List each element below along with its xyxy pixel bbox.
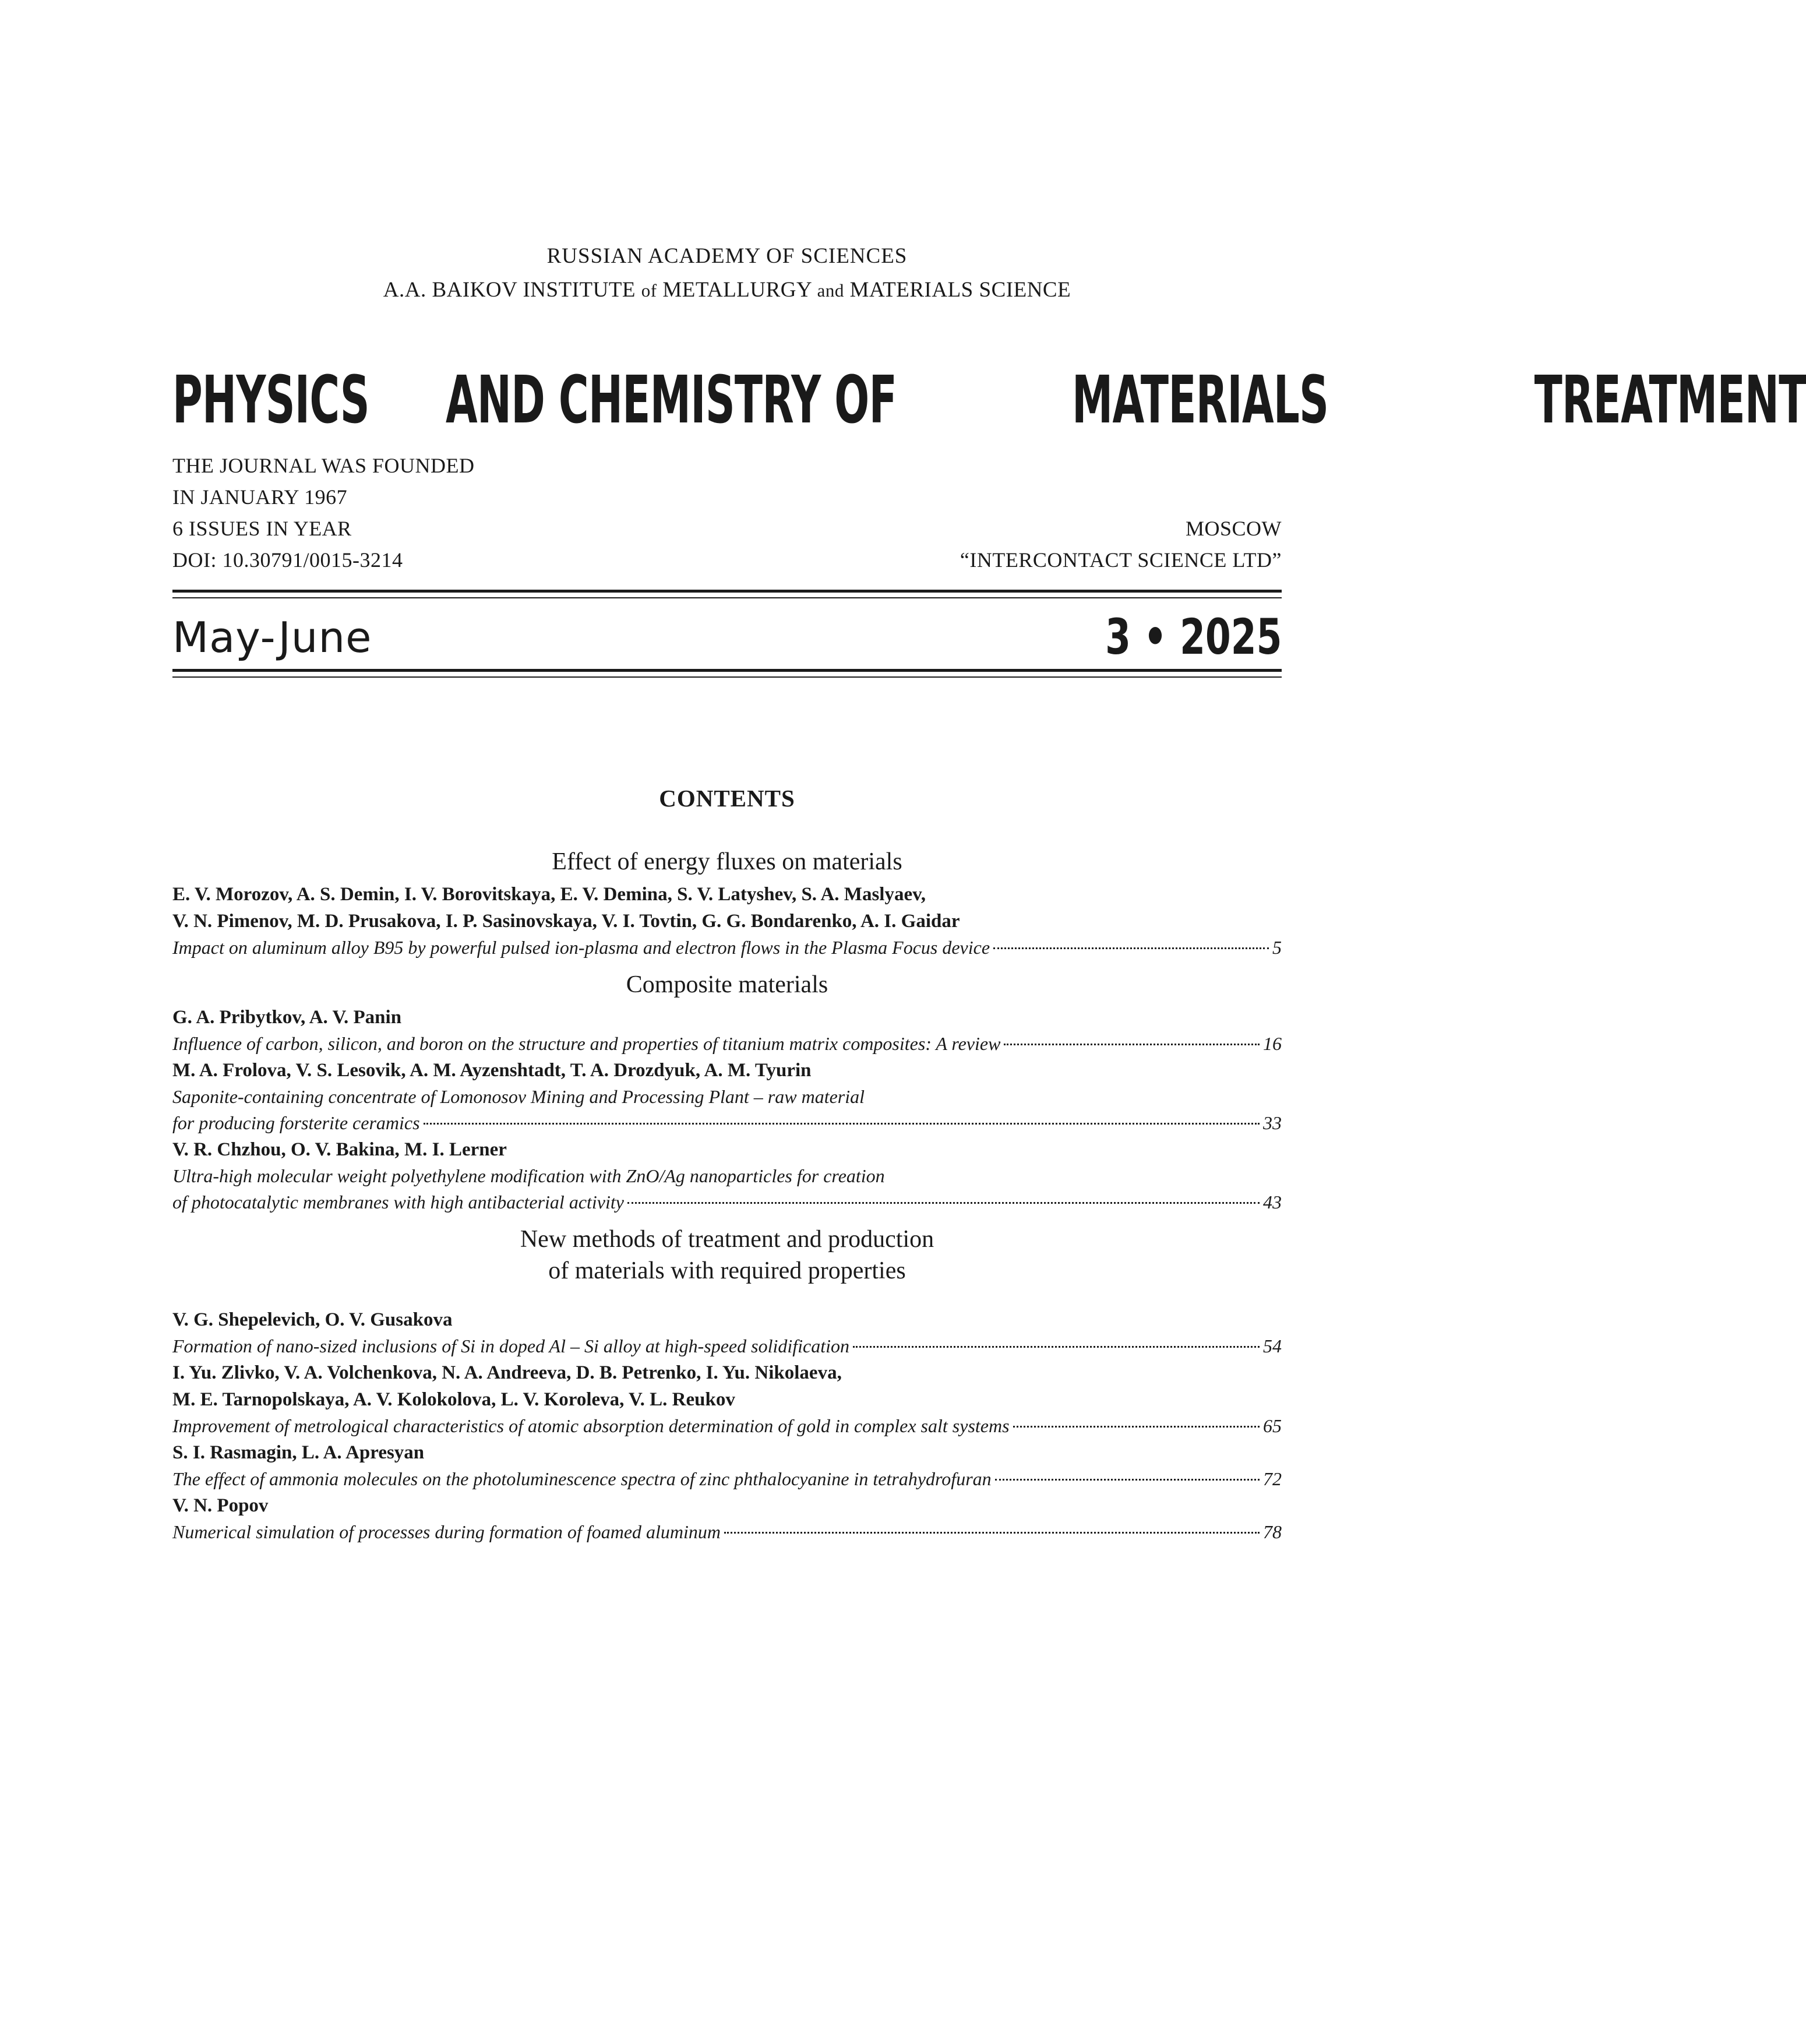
article-authors: M. E. Tarnopolskaya, A. V. Kolokolova, L. V. Koroleva, V. L. Reukov — [172, 1389, 735, 1410]
publisher-name: “INTERCONTACT SCIENCE LTD” — [960, 548, 1282, 572]
article-authors: G. A. Pribytkov, A. V. Panin — [172, 1007, 402, 1028]
institute-of: of — [641, 280, 657, 301]
article-title-with-page — [172, 1466, 1282, 1492]
toc-entry[interactable] — [172, 1057, 1282, 1136]
article-title-with-page — [172, 1031, 1282, 1057]
institute-and: and — [817, 280, 844, 301]
journal-title-word-4: TREATMENT — [1534, 362, 1806, 439]
article-title: for producing forsterite ceramics — [172, 1112, 420, 1133]
toc-entry[interactable] — [172, 1306, 1282, 1359]
journal-title — [172, 360, 1806, 440]
article-title-line: Saponite-containing concentrate of Lomonosov Mining and Processing Plant – raw material — [172, 1086, 865, 1107]
journal-title-word-3: MATERIALS — [1072, 362, 1329, 439]
article-page-number: 33 — [1263, 1112, 1282, 1133]
institute-part-3: MATERIALS SCIENCE — [849, 278, 1071, 302]
article-title: of photocatalytic membranes with high antibacterial activity — [172, 1192, 624, 1213]
table-of-contents — [172, 846, 1282, 1545]
top-rule-thin — [172, 597, 1282, 598]
article-title: Influence of carbon, silicon, and boron on the structure and properties of titanium matrix composites: A review — [172, 1033, 1001, 1054]
academy-name: RUSSIAN ACADEMY OF SCIENCES — [546, 244, 908, 268]
article-title-with-page — [172, 1519, 1282, 1545]
dot-leader — [993, 947, 1269, 949]
toc-entry[interactable] — [172, 1439, 1282, 1492]
article-page-number: 72 — [1263, 1468, 1282, 1489]
article-title: Formation of nano-sized inclusions of Si in doped Al – Si alloy at high-speed solidification — [172, 1335, 850, 1356]
article-authors: V. G. Shepelevich, O. V. Gusakova — [172, 1309, 453, 1330]
dot-leader — [627, 1202, 1260, 1204]
article-authors: V. R. Chzhou, O. V. Bakina, M. I. Lerner — [172, 1139, 507, 1160]
article-authors: M. A. Frolova, V. S. Lesovik, A. M. Ayzenshtadt, T. A. Drozdyuk, A. M. Tyurin — [172, 1060, 812, 1081]
toc-entry[interactable] — [172, 1492, 1282, 1545]
institute-name — [172, 277, 1282, 302]
journal-title-word-1: PHYSICS — [172, 362, 369, 439]
dot-leader — [995, 1479, 1260, 1481]
article-page-number: 16 — [1263, 1033, 1282, 1054]
article-title-with-page — [172, 1413, 1282, 1439]
article-title: Impact on aluminum alloy B95 by powerful pulsed ion-plasma and electron flows in the Plasma Focus device — [172, 937, 990, 958]
bottom-rule-thick — [172, 669, 1282, 672]
journal-title-word-2: AND CHEMISTRY OF — [446, 362, 897, 439]
article-page-number: 5 — [1272, 937, 1282, 958]
publisher-info — [960, 513, 1282, 576]
top-rule-thick — [172, 590, 1282, 593]
institute-part-1: A.A. BAIKOV INSTITUTE — [383, 278, 636, 302]
article-page-number: 54 — [1263, 1335, 1282, 1356]
article-title-with-page — [172, 1189, 1282, 1215]
article-page-number: 78 — [1263, 1521, 1282, 1542]
section-title: New methods of treatment and production — [520, 1226, 934, 1253]
dot-leader — [1004, 1044, 1260, 1045]
founded-line: THE JOURNAL WAS FOUNDED — [172, 454, 475, 477]
issue-months: May-June — [172, 613, 372, 662]
article-title-with-page — [172, 1333, 1282, 1359]
section-gap — [172, 961, 1282, 969]
article-authors: S. I. Rasmagin, L. A. Apresyan — [172, 1442, 425, 1463]
article-title-with-page — [172, 935, 1282, 961]
section-title-gap — [172, 1287, 1282, 1306]
founded-year: IN JANUARY 1967 — [172, 485, 348, 509]
dot-leader — [1013, 1426, 1260, 1428]
article-title: Numerical simulation of processes during formation of foamed aluminum — [172, 1521, 721, 1542]
dot-leader — [853, 1346, 1260, 1348]
institute-part-2: METALLURGY — [662, 278, 812, 302]
contents-heading: CONTENTS — [659, 785, 795, 812]
bottom-rule-thin — [172, 676, 1282, 678]
publisher-city: MOSCOW — [1185, 517, 1282, 540]
issue-number: 3 • 2025 — [1105, 608, 1282, 665]
article-authors: V. N. Popov — [172, 1495, 269, 1516]
toc-entry[interactable] — [172, 1136, 1282, 1215]
article-authors: E. V. Morozov, A. S. Demin, I. V. Borovitskaya, E. V. Demina, S. V. Latyshev, S. A. Maslyaev, — [172, 884, 926, 905]
toc-entry[interactable] — [172, 1004, 1282, 1057]
section-gap — [172, 1215, 1282, 1224]
dot-leader — [424, 1123, 1260, 1125]
section-title: Composite materials — [626, 971, 828, 998]
journal-info — [172, 450, 475, 576]
article-title: The effect of ammonia molecules on the photoluminescence spectra of zinc phthalocyanine in tetrahydrofuran — [172, 1468, 992, 1489]
toc-entry[interactable] — [172, 881, 1282, 961]
toc-entry[interactable] — [172, 1359, 1282, 1439]
article-title: Improvement of metrological characteristics of atomic absorption determination of gold in complex salt systems — [172, 1415, 1010, 1436]
article-page-number: 43 — [1263, 1192, 1282, 1213]
article-title-line: Ultra-high molecular weight polyethylene modification with ZnO/Ag nanoparticles for creation — [172, 1165, 885, 1186]
article-title-with-page — [172, 1110, 1282, 1136]
journal-cover-page — [172, 0, 1806, 2044]
issues-per-year: 6 ISSUES IN YEAR — [172, 517, 352, 540]
article-authors: V. N. Pimenov, M. D. Prusakova, I. P. Sasinovskaya, V. I. Tovtin, G. G. Bondarenko, A. I. Gaidar — [172, 911, 960, 932]
doi: DOI: 10.30791/0015-3214 — [172, 548, 403, 572]
article-authors: I. Yu. Zlivko, V. A. Volchenkova, N. A. Andreeva, D. B. Petrenko, I. Yu. Nikolaeva, — [172, 1362, 842, 1383]
section-title: of materials with required properties — [548, 1257, 906, 1284]
article-page-number: 65 — [1263, 1415, 1282, 1436]
dot-leader — [724, 1532, 1260, 1534]
section-title: Effect of energy fluxes on materials — [552, 848, 902, 875]
